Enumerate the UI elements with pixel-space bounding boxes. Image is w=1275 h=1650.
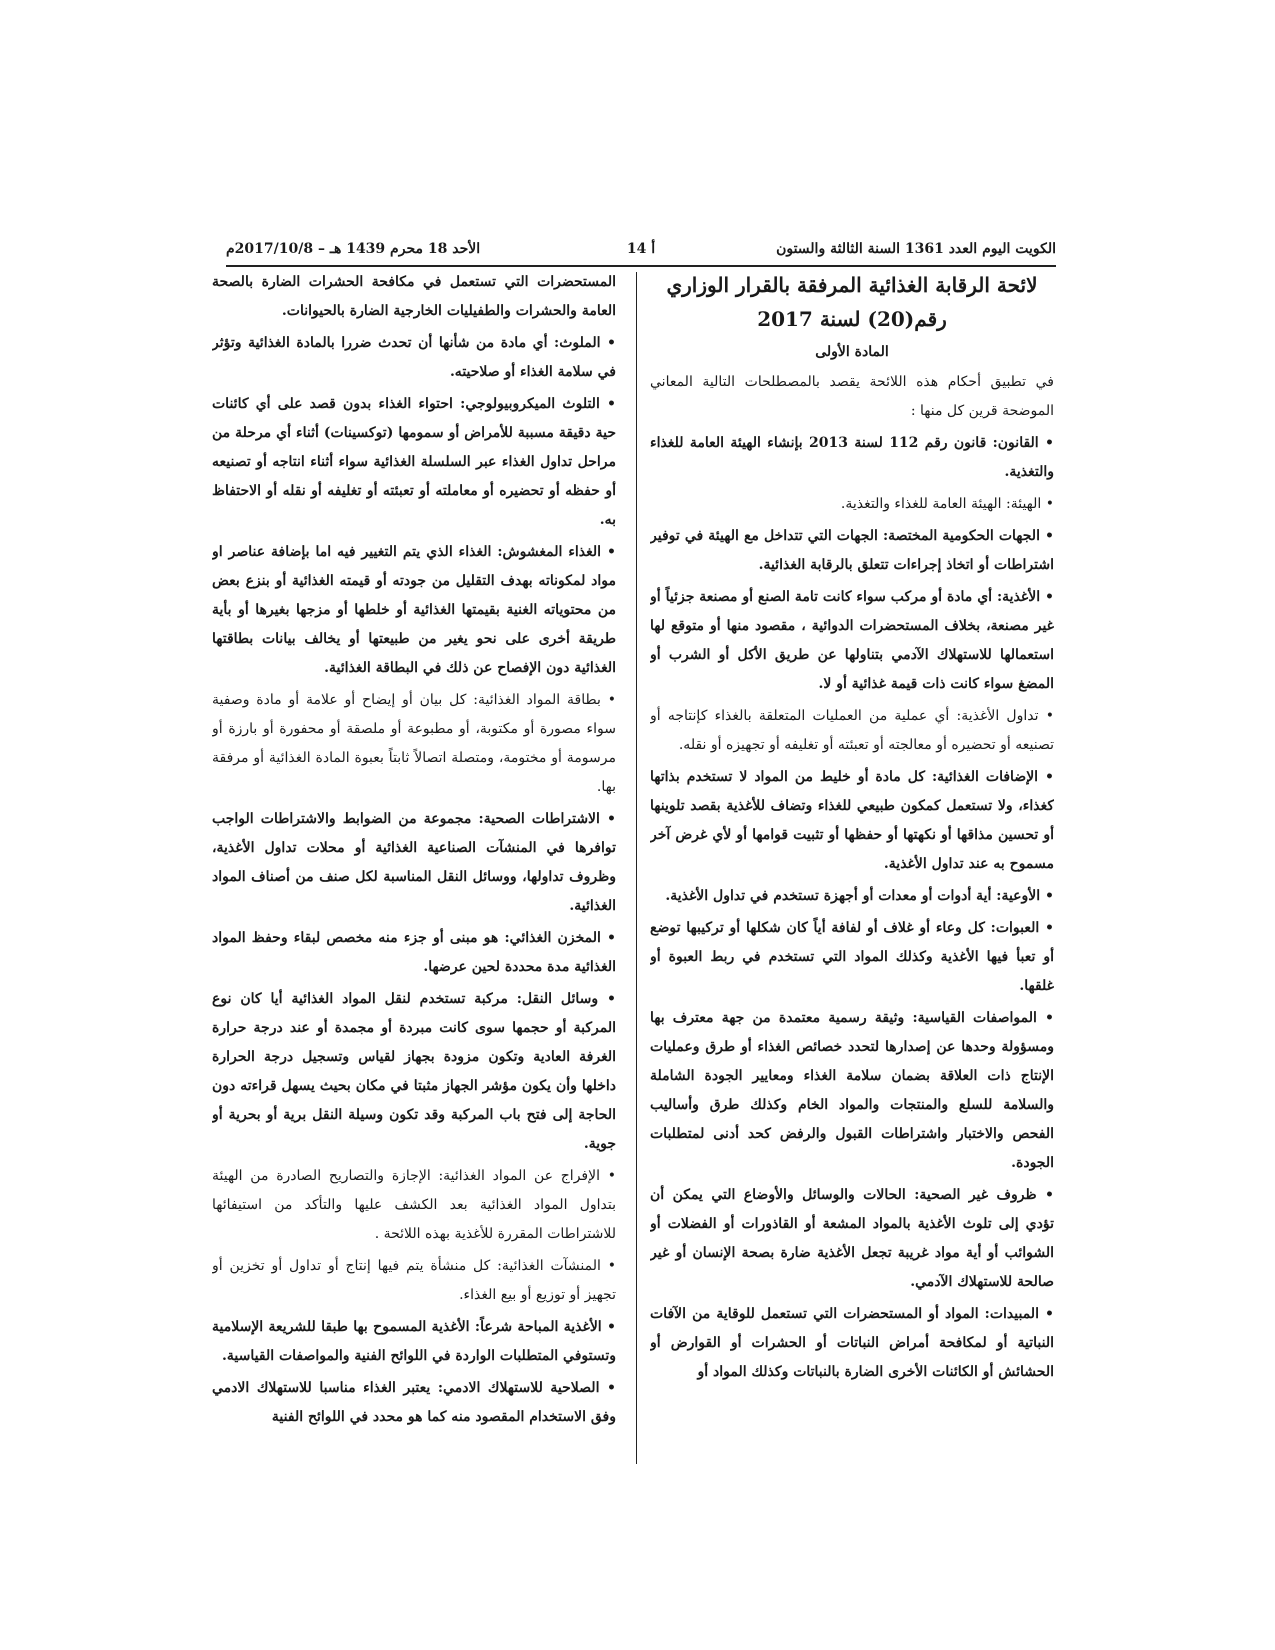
definition-item: • الإضافات الغذائية: كل مادة أو خليط من المواد لا تستخدم بذاتها كغذاء، ولا تستعمل كمكون طبيعي للغذاء وتضاف للأغذية بقصد تلوينها أو تحسين مذاقها أو نكهتها أو حفظها أو تثبيت قوامها أو لأي غرض آخر مسموح به عند تداول الأغذية. <box>650 769 1054 872</box>
regulation-decree-number: رقم(20) لسنة 2017 <box>757 307 947 331</box>
definition-item: • الاشتراطات الصحية: مجموعة من الضوابط والاشتراطات الواجب توافرها في المنشآت الصناعية الغذائية أو محلات تداول الأغذية، وظروف تداولها، ووسائل النقل المناسبة لكل صنف من أصناف المواد الغذائية. <box>212 811 616 914</box>
left-column <box>212 268 616 1468</box>
definition-item: • تداول الأغذية: أي عملية من العمليات المتعلقة بالغذاء كإنتاجه أو تصنيعه أو تحضيره أو معالجته أو تعبئته أو تغليفه أو تجهيزه أو نقله. <box>650 708 1054 753</box>
definition-item: • العبوات: كل وعاء أو غلاف أو لفافة أياً كان شكلها أو تركيبها توضع أو تعبأ فيها الأغذية وكذلك المواد التي تستخدم في ربط العبوة أو غلقها. <box>650 920 1054 994</box>
definition-item: • الغذاء المغشوش: الغذاء الذي يتم التغيير فيه اما بإضافة عناصر او مواد لمكوناته بهدف التقليل من جودته أو قيمته الغذائية أو بنزع بعض من محتوياته الغنية بقيمتها الغذائية أو خلطها أو مزجها بغيرها أو بأية طريقة أخرى على نحو يغير من طبيعتها أو يخالف بيانات بطاقتها الغذائية دون الإفصاح عن ذلك في البطاقة الغذائية. <box>212 544 616 676</box>
page-number: أ 14 <box>626 241 656 257</box>
definition-item: • المبيدات: المواد أو المستحضرات التي تستعمل للوقاية من الآفات النباتية أو لمكافحة أمراض النباتات أو الحشرات أو القوارض أو الحشائش أو الكائنات الأخرى الضارة بالنباتات وكذلك المواد أو <box>650 1306 1054 1380</box>
header-rule <box>226 265 1056 267</box>
gazette-issue-info: الكويت اليوم العدد 1361 السنة الثالثة والستون <box>776 241 1056 257</box>
right-column <box>650 268 1054 1468</box>
definition-item: • الإفراج عن المواد الغذائية: الإجازة والتصاريح الصادرة من الهيئة بتداول المواد الغذائية بعد الكشف عليها والتأكد من استيفائها للاشتراطات المقررة للأغذية بهذه اللائحة . <box>212 1168 616 1242</box>
definition-item: • المخزن الغذائي: هو مبنى أو جزء منه مخصص لبقاء وحفظ المواد الغذائية مدة محددة لحين عرضها. <box>212 930 616 975</box>
definition-item: • بطاقة المواد الغذائية: كل بيان أو إيضاح أو علامة أو مادة وصفية سواء مصورة أو مكتوبة، أو مطبوعة أو ملصقة أو محفورة أو بارزة أو مرسومة أو مختومة، ومتصلة اتصالاً ثابتاً بعبوة المادة الغذائية أو مرفقة بها. <box>212 692 616 795</box>
definition-item: • المنشآت الغذائية: كل منشأة يتم فيها إنتاج أو تداول أو تخزين أو تجهيز أو توزيع أو بيع الغذاء. <box>212 1258 616 1303</box>
definition-continuation: المستحضرات التي تستعمل في مكافحة الحشرات الضارة بالصحة العامة والحشرات والطفيليات الخارجية الضارة بالحيوانات. <box>212 274 616 319</box>
definition-item: • الأغذية: أي مادة أو مركب سواء كانت تامة الصنع أو مصنعة جزئياً أو غير مصنعة، بخلاف المستحضرات الدوائية ، مقصود منها أو متوقع لها استعمالها للاستهلاك الآدمي بتناولها عن طريق الأكل أو الشرب أو المضغ سواء كانت ذات قيمة غذائية أو لا. <box>650 589 1054 692</box>
definition-item: • الملوث: أي مادة من شأنها أن تحدث ضررا بالمادة الغذائية وتؤثر في سلامة الغذاء أو صلاحيته. <box>212 335 616 380</box>
definition-item: • الأوعية: أية أدوات أو معدات أو أجهزة تستخدم في تداول الأغذية. <box>665 888 1054 904</box>
definition-item: • الجهات الحكومية المختصة: الجهات التي تتداخل مع الهيئة في توفير اشتراطات أو اتخاذ إجراءات تتعلق بالرقابة الغذائية. <box>650 528 1054 573</box>
article-heading: المادة الأولى <box>815 344 889 360</box>
definitions-intro: في تطبيق أحكام هذه اللائحة يقصد بالمصطلحات التالية المعاني الموضحة قرين كل منها : <box>650 374 1054 419</box>
column-divider <box>636 272 637 1464</box>
definition-item: • وسائل النقل: مركبة تستخدم لنقل المواد الغذائية أيا كان نوع المركبة أو حجمها سوى كانت مبردة أو مجمدة أو عند درجة حرارة الغرفة العادية وتكون مزودة بجهاز لقياس وتسجيل درجة الحرارة داخلها وأن يكون مؤشر الجهاز مثبتا في مكان بحيث يسهل قراءته دون الحاجة إلى فتح باب المركبة وقد تكون وسيلة النقل برية أو بحرية أو جوية. <box>212 991 616 1152</box>
definition-item: • الهيئة: الهيئة العامة للغذاء والتغذية. <box>840 496 1054 512</box>
definition-item: • القانون: قانون رقم 112 لسنة 2013 بإنشاء الهيئة العامة للغذاء والتغذية. <box>650 435 1054 480</box>
definition-item: • الأغذية المباحة شرعاً: الأغذية المسموح بها طبقا للشريعة الإسلامية وتستوفي المتطلبات الواردة في اللوائح الفنية والمواصفات القياسية. <box>212 1319 616 1364</box>
definition-item: • الصلاحية للاستهلاك الادمي: يعتبر الغذاء مناسبا للاستهلاك الادمي وفق الاستخدام المقصود منه كما هو محدد في اللوائح الفنية <box>212 1380 616 1425</box>
definition-item: • التلوث الميكروبيولوجي: احتواء الغذاء بدون قصد على أي كائنات حية دقيقة مسببة للأمراض أو سمومها (توكسينات) أثناء أي مرحلة من مراحل تداول الغذاء عبر السلسلة الغذائية سواء أثناء انتاجه أو تصنيعه أو حفظه أو تحضيره أو معاملته أو تعبئته أو تغليفه أو نقله أو الاحتفاظ به. <box>212 396 616 528</box>
regulation-title: لائحة الرقابة الغذائية المرفقة بالقرار الوزاري <box>666 273 1038 297</box>
definition-item: • ظروف غير الصحية: الحالات والوسائل والأوضاع التي يمكن أن تؤدي إلى تلوث الأغذية بالمواد المشعة أو القاذورات أو الفضلات أو الشوائب أو أية مواد غريبة تجعل الأغذية ضارة بصحة الإنسان أو غير صالحة للاستهلاك الآدمي. <box>650 1187 1054 1290</box>
issue-date: الأحد 18 محرم 1439 هـ – 2017/10/8م <box>226 241 481 257</box>
definition-item: • المواصفات القياسية: وثيقة رسمية معتمدة من جهة معترف بها ومسؤولة وحدها عن إصدارها لتحدد خصائص الغذاء أو طرق وعمليات الإنتاج ذات العلاقة بضمان سلامة الغذاء ومعايير الجودة الشاملة والسلامة للسلع والمنتجات والمواد الخام وكذلك طرق وأساليب الفحص والاختبار واشتراطات القبول والرفض كحد أدنى لمتطلبات الجودة. <box>650 1010 1054 1171</box>
page-header <box>226 237 1056 263</box>
